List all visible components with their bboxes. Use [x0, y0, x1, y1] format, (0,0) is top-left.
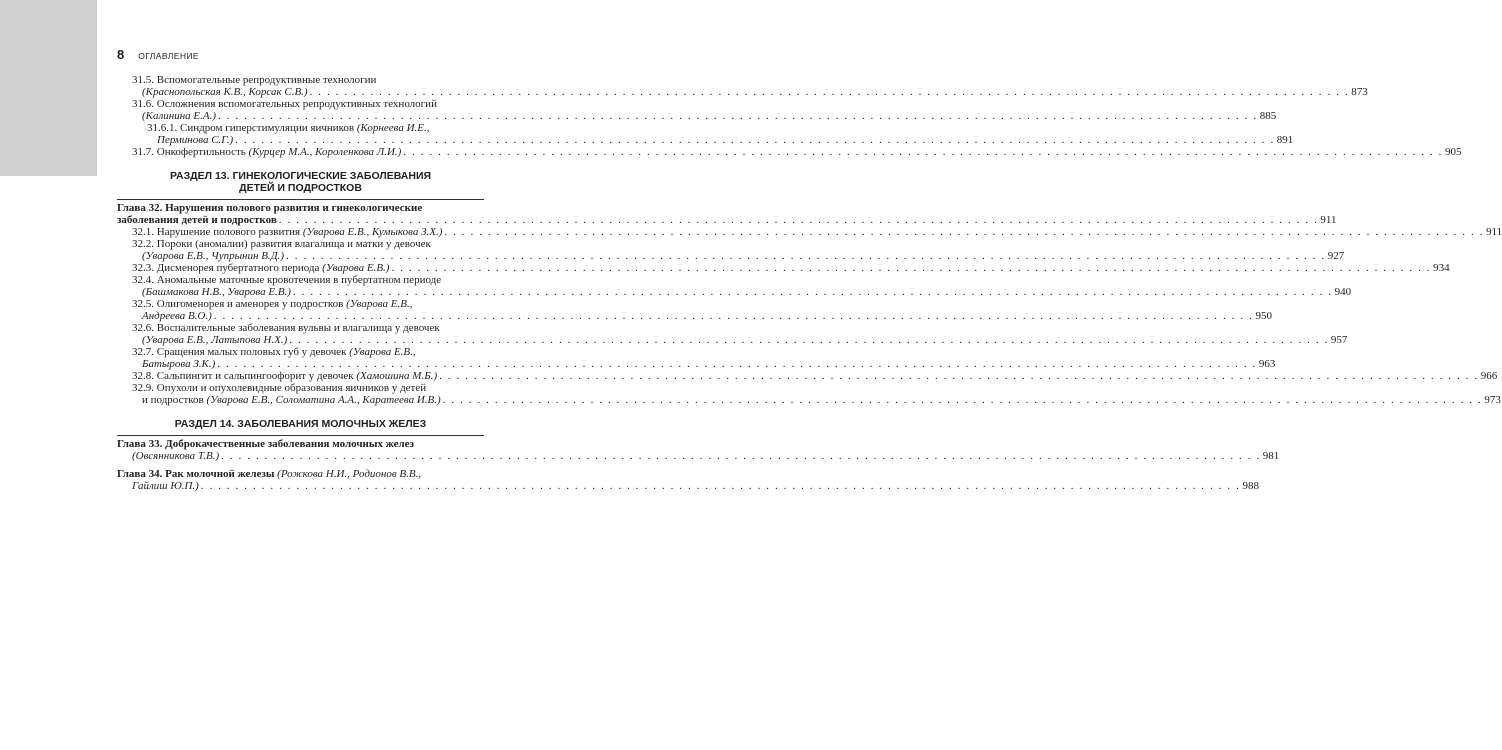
page-ref: 957 — [1330, 334, 1348, 346]
toc-chapter-32[interactable]: Глава 32. Нарушения полового развития и гинекологические — [117, 202, 423, 214]
toc-entry-32-7-authors[interactable]: Батырова З.К.) . . . 963 — [142, 358, 484, 370]
toc-chapter-34[interactable]: Глава 34. Рак молочной железы (Рожкова Н.И., Родионов В.В., — [117, 468, 422, 480]
toc-entry-31-7[interactable]: 31.7. Онкофертильность (Курцер М.А., Короленкова Л.И.) . . . 905 — [132, 146, 484, 158]
toc-entry-32-9-cont[interactable]: и подростков (Уварова Е.В., Соломатина А.А., Каратеева И.В.) . . . 973 — [142, 394, 484, 406]
dot-leader — [286, 250, 1326, 262]
page-ref: 966 — [1480, 370, 1498, 382]
dot-leader — [403, 146, 1443, 158]
dot-leader — [289, 334, 1329, 346]
page-header — [117, 47, 199, 67]
toc-entry-31-6-authors[interactable]: (Калинина Е.А.) . . . 885 — [142, 110, 484, 122]
dot-leader — [221, 450, 1261, 462]
toc-entry-31-6-1[interactable]: 31.6.1. Синдром гиперстимуляции яичников (Корнеева И.Е., — [147, 122, 430, 134]
page-ref: 950 — [1255, 310, 1272, 322]
page-ref: 885 — [1259, 110, 1277, 122]
toc-chapter-32-cont[interactable]: заболевания детей и подростков . . . 911 — [117, 214, 484, 226]
dot-leader — [443, 394, 1483, 406]
page-ref: 973 — [1484, 394, 1501, 406]
page-ref: 934 — [1433, 262, 1450, 274]
toc-chapter-34-authors[interactable]: Гайлиш Ю.П.) . . . 988 — [132, 480, 484, 492]
running-header: ОГЛАВЛЕНИЕ — [138, 51, 199, 61]
section-14-title: РАЗДЕЛ 14. ЗАБОЛЕВАНИЯ МОЛОЧНЫХ ЖЕЛЕЗ — [174, 418, 427, 430]
toc-entry-32-6-authors[interactable]: (Уварова Е.В., Латыпова Н.Х.) . . . 957 — [142, 334, 484, 346]
page-ref: 891 — [1276, 134, 1294, 146]
dot-leader — [391, 262, 1431, 274]
dot-leader — [293, 286, 1333, 298]
page-ref: 963 — [1258, 358, 1276, 370]
dot-leader — [218, 110, 1258, 122]
page-ref: 911 — [1320, 214, 1337, 226]
page-ref: 927 — [1327, 250, 1345, 262]
dot-leader — [201, 480, 1241, 492]
toc-entry-32-5[interactable]: 32.5. Олигоменорея и аменорея у подростков (Уварова Е.В., — [132, 298, 413, 310]
dot-leader — [235, 134, 1275, 146]
toc-chapter-33[interactable]: Глава 33. Доброкачественные заболевания молочных желез — [117, 438, 414, 450]
toc-entry-32-7[interactable]: 32.7. Сращения малых половых губ у девочек (Уварова Е.В., — [132, 346, 416, 358]
toc-entry-32-2[interactable]: 32.2. Пороки (аномалии) развития влагалища и матки у девочек — [132, 238, 431, 250]
page-ref: 940 — [1334, 286, 1352, 298]
dot-leader — [217, 358, 1257, 370]
dot-leader — [214, 310, 1254, 322]
toc-entry-32-1[interactable]: 32.1. Нарушение полового развития (Уварова Е.В., Кумыкова З.Х.) . . . 911 — [132, 226, 484, 238]
dot-leader — [310, 86, 1350, 98]
toc-entry-32-2-authors[interactable]: (Уварова Е.В., Чупрынин В.Д.) . . . 927 — [142, 250, 484, 262]
section-divider — [117, 435, 484, 436]
side-band — [0, 0, 97, 176]
toc-entry-31-5[interactable]: 31.5. Вспомогательные репродуктивные технологии — [132, 74, 377, 86]
toc-entry-32-6[interactable]: 32.6. Воспалительные заболевания вульвы и влагалища у девочек — [132, 322, 440, 334]
toc-entry-32-5-authors[interactable]: Андреева В.О.) . . . 950 — [142, 310, 484, 322]
toc-entry-31-6[interactable]: 31.6. Осложнения вспомогательных репродуктивных технологий — [132, 98, 437, 110]
page-ref: 981 — [1262, 450, 1280, 462]
dot-leader — [439, 370, 1479, 382]
page-number: 8 — [117, 47, 125, 62]
section-13-title: РАЗДЕЛ 13. ГИНЕКОЛОГИЧЕСКИЕ ЗАБОЛЕВАНИЯ ДЕТЕЙ И ПОДРОСТКОВ — [169, 170, 432, 194]
toc-entry-31-5-authors[interactable]: (Краснопольская К.В., Корсак С.В.) . . . 873 — [142, 86, 484, 98]
page-ref: 911 — [1486, 226, 1502, 238]
toc-entry-31-6-1-authors[interactable]: Перминова С.Г.) . . . 891 — [157, 134, 484, 146]
toc-entry-32-8[interactable]: 32.8. Сальпингит и сальпингоофорит у девочек (Хамошина М.Б.) . . . 966 — [132, 370, 484, 382]
toc-entry-32-4-authors[interactable]: (Башмакова Н.В., Уварова Е.В.) . . . 940 — [142, 286, 484, 298]
dot-leader — [279, 214, 1319, 226]
toc-chapter-33-authors[interactable]: (Овсянникова Т.В.) . . . 981 — [132, 450, 484, 462]
toc-entry-32-4[interactable]: 32.4. Аномальные маточные кровотечения в пубертатном периоде — [132, 274, 442, 286]
dot-leader — [444, 226, 1484, 238]
toc-entry-32-9[interactable]: 32.9. Опухоли и опухолевидные образования яичников у детей — [132, 382, 427, 394]
toc-entry-32-3[interactable]: 32.3. Дисменорея пубертатного периода (Уварова Е.В.) . . . 934 — [132, 262, 484, 274]
page-ref: 988 — [1242, 480, 1259, 492]
section-divider — [117, 199, 484, 200]
page-ref: 873 — [1351, 86, 1368, 98]
page-ref: 905 — [1445, 146, 1462, 158]
